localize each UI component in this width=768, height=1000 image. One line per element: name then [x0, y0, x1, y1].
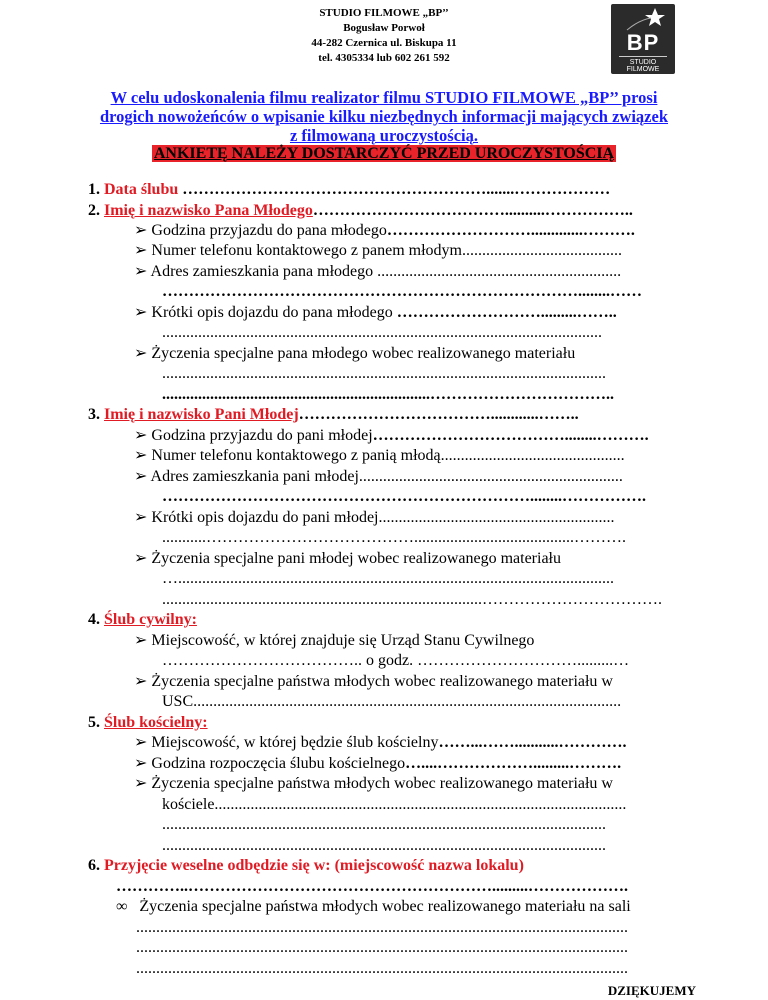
logo-subtitle: [611, 59, 675, 73]
logo-bp-text: BP: [626, 30, 660, 55]
fill-dots: ..............................................: [440, 447, 625, 464]
fill-dots: ...........................................................................................................................: [136, 919, 628, 936]
field-label: Życzenia specjalne pana młodego wobec realizowanego materiału: [151, 345, 576, 362]
intro-text: [40, 88, 728, 145]
field-groom-wishes: [134, 344, 708, 363]
field-groom-phone[interactable]: [134, 241, 708, 260]
fill-dots: ...........................................................................................................................: [136, 939, 628, 956]
field-label: Godzina rozpoczęcia ślubu kościelnego: [151, 755, 406, 772]
studio-name: STUDIO FILMOWE „BP’’: [319, 7, 449, 19]
fill-dots: .......................................................................................................: [214, 796, 627, 813]
bullet-arrow-icon: ➢: [134, 755, 148, 772]
field-church-wishes-line-2[interactable]: [162, 815, 708, 834]
field-bride-address[interactable]: [134, 467, 708, 486]
field-label: Życzenia specjalne państwa młodych wobec realizowanego materiału w: [151, 673, 613, 690]
field-label: Życzenia specjalne państwa młodych wobec realizowanego materiału w: [151, 775, 613, 792]
fill-dots: …………..………………………………………………….........……………….: [116, 878, 628, 895]
field-label: Życzenia specjalne pani młodej wobec realizowanego materiału: [151, 550, 561, 567]
section-number: 6.: [88, 857, 100, 874]
logo-sub-filmowe: FILMOWE: [626, 66, 660, 73]
field-label: Krótki opis dojazdu do pana młodego: [151, 304, 393, 321]
logo-divider: [619, 56, 667, 57]
field-groom-address[interactable]: [134, 262, 708, 281]
section-church-wedding: [88, 713, 708, 732]
studio-logo: [611, 4, 675, 74]
fill-dots: …....……………….........……….: [405, 755, 622, 772]
fill-dots: ……………………….........……..: [392, 304, 617, 321]
section-number: 2.: [88, 202, 100, 219]
field-label: Godzina przyjazdu do pana młodego: [151, 222, 387, 239]
bullet-arrow-icon: ➢: [134, 222, 148, 239]
fill-dots: ……………………………………………………………........…………….: [162, 488, 646, 505]
field-label: Numer telefonu kontaktowego z panem młodym: [151, 242, 462, 259]
field-bride-directions-cont[interactable]: [162, 528, 708, 547]
section-civil-wedding: [88, 610, 708, 629]
fill-dots: ...........…………………………………........................................……….: [162, 529, 626, 546]
fill-dots: .............................................................: [373, 263, 622, 280]
field-label: Miejscowość, w której będzie ślub kościelny: [151, 734, 439, 751]
field-church-wishes: [134, 774, 708, 793]
studio-owner: Bogusław Porwoł: [343, 22, 425, 34]
field-label: Numer telefonu kontaktowego z panią młodą: [151, 447, 441, 464]
field-civil-place-time[interactable]: [162, 651, 708, 670]
fill-dots: ...........................................................: [378, 509, 615, 526]
fill-dots: ...............................................................................................................: [162, 365, 606, 382]
bullet-arrow-icon: ➢: [134, 632, 148, 649]
field-bride-wishes-line-1[interactable]: [162, 569, 708, 588]
section-label: Imię i nazwisko Pani Młodej: [104, 406, 299, 423]
fill-dots: ………………………………........……….: [372, 427, 649, 444]
fill-dots: ................................................................................…………………………….: [162, 591, 662, 608]
section-reception: [88, 856, 708, 875]
section-number: 4.: [88, 611, 100, 628]
field-bride-name[interactable]: [88, 405, 708, 424]
field-church-time[interactable]: [134, 754, 708, 773]
bullet-arrow-icon: ➢: [134, 427, 148, 444]
field-label: Adres zamieszkania pani młodej: [150, 468, 359, 485]
field-bride-arrival-time[interactable]: [134, 426, 708, 445]
fill-dots: ………………………………..........……………..: [312, 202, 633, 219]
deadline-notice: [0, 145, 768, 163]
field-church-wishes-line-1[interactable]: [162, 795, 708, 814]
section-label: Data ślubu: [104, 181, 179, 198]
bullet-arrow-icon: ➢: [134, 263, 148, 280]
field-label: kościele: [162, 796, 215, 813]
bullet-arrow-icon: ➢: [134, 304, 148, 321]
fill-dots: ………………………………............……..: [298, 406, 579, 423]
section-number: 3.: [88, 406, 100, 423]
field-reception-wishes-line-1[interactable]: [136, 918, 708, 937]
field-bride-directions[interactable]: [134, 508, 708, 527]
bullet-arrow-icon: ➢: [134, 775, 148, 792]
field-bride-phone[interactable]: [134, 446, 708, 465]
section-number: 1.: [88, 181, 100, 198]
field-groom-directions[interactable]: [134, 303, 708, 322]
fill-dots: ...................................................................……………………………..: [162, 386, 614, 403]
fill-dots: ..................................................................: [358, 468, 623, 485]
field-groom-arrival-time[interactable]: [134, 221, 708, 240]
field-civil-wishes-line[interactable]: [162, 692, 708, 711]
fill-dots: ……………………………………………………………………........……: [162, 283, 642, 300]
section-label: Ślub cywilny:: [104, 611, 197, 628]
bullet-arrow-icon: ➢: [134, 447, 148, 464]
field-label: Życzenia specjalne państwa młodych wobec realizowanego materiału na sali: [139, 898, 631, 915]
field-label: Krótki opis dojazdu do pani młodej: [151, 509, 379, 526]
field-label: Miejscowość, w której znajduje się Urząd Stanu Cywilnego: [151, 632, 535, 649]
deadline-notice-text: ANKIETĘ NALEŻY DOSTARCZYĆ PRZED UROCZYSTOŚCIĄ: [153, 145, 615, 162]
field-groom-wishes-line-2[interactable]: [162, 385, 708, 404]
bullet-arrow-icon: ➢: [134, 734, 148, 751]
field-wedding-date[interactable]: [88, 180, 708, 199]
fill-dots: ........................................: [462, 242, 622, 259]
field-groom-name[interactable]: [88, 201, 708, 220]
field-label: USC: [162, 693, 194, 710]
field-church-wishes-line-3[interactable]: [162, 836, 708, 855]
studio-address: 44-282 Czernica ul. Biskupa 11: [311, 37, 457, 49]
field-groom-directions-cont[interactable]: [162, 323, 708, 342]
logo-sub-studio: STUDIO: [629, 59, 657, 66]
bullet-arrow-icon: ➢: [134, 509, 148, 526]
field-label: Godzina przyjazdu do pani młodej: [151, 427, 373, 444]
field-bride-wishes-line-2[interactable]: [162, 590, 708, 609]
field-reception-place[interactable]: [116, 877, 708, 896]
field-reception-wishes: [116, 897, 716, 916]
bullet-arrow-icon: ➢: [134, 673, 148, 690]
fill-dots: ...........................................................................................................: [193, 693, 622, 710]
bullet-arrow-icon: ➢: [134, 345, 148, 362]
fill-dots: ….............................................................................................................: [162, 570, 614, 587]
star-icon: [625, 6, 665, 32]
intro-line-1: W celu udoskonalenia filmu realizator filmu STUDIO FILMOWE „BP’’ prosi: [110, 88, 658, 107]
field-bride-address-cont[interactable]: [162, 487, 708, 506]
field-reception-wishes-line-3[interactable]: [136, 959, 708, 978]
fill-dots: ..............................................................................................................: [162, 324, 602, 341]
section-label: Imię i nazwisko Pana Młodego: [104, 202, 313, 219]
bullet-arrow-icon: ➢: [134, 550, 148, 567]
intro-line-2: drogich nowożeńców o wpisanie kilku niezbędnych informacji mających związek: [99, 107, 669, 126]
field-groom-wishes-line-1[interactable]: [162, 364, 708, 383]
fill-dots: ...........................................................................................................................: [136, 960, 628, 977]
intro-line-3: z filmowaną uroczystością.: [289, 126, 479, 145]
infinity-bullet-icon: ∞: [116, 898, 128, 915]
bullet-arrow-icon: ➢: [134, 242, 148, 259]
fill-dots: ……………………………….. o godz. ………………………….........…: [162, 652, 630, 669]
field-bride-wishes: [134, 549, 708, 568]
fill-dots: ...............................................................................................................: [162, 816, 606, 833]
field-label: Adres zamieszkania pana młodego: [150, 263, 374, 280]
field-church-place[interactable]: [134, 733, 708, 752]
field-civil-place: [134, 631, 708, 650]
fill-dots: ……………………….............……….: [386, 222, 635, 239]
section-label: Przyjęcie weselne odbędzie się w: (miejscowość nazwa lokalu): [104, 857, 524, 874]
studio-phone: tel. 4305334 lub 602 261 592: [318, 52, 450, 64]
thanks-text: DZIĘKUJEMY: [607, 983, 696, 998]
bullet-arrow-icon: ➢: [134, 468, 148, 485]
fill-dots: ………………………………………………….......………………: [178, 181, 611, 198]
section-number: 5.: [88, 714, 100, 731]
section-label: Ślub kościelny:: [104, 714, 208, 731]
field-civil-wishes: [134, 672, 708, 691]
field-reception-wishes-line-2[interactable]: [136, 938, 708, 957]
field-groom-address-cont[interactable]: [162, 282, 708, 301]
fill-dots: ...............................................................................................................: [162, 837, 606, 854]
fill-dots: ……...……...........………….: [438, 734, 627, 751]
